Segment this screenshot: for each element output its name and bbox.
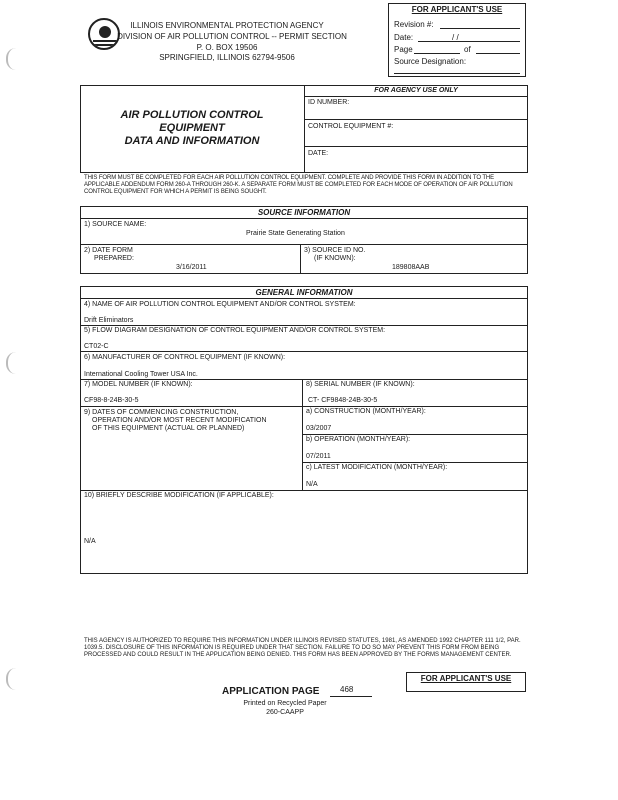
application-page-label: APPLICATION PAGE [222, 686, 320, 697]
page-label: Page [394, 45, 413, 54]
form-number: 260-CAAPP [266, 709, 304, 716]
source-id-label-2: (IF KNOWN): [314, 255, 356, 262]
serial-number-value: CT- CF9848-24B-30-5 [308, 397, 378, 404]
source-information-header: SOURCE INFORMATION [257, 208, 351, 217]
dates-label-line1: 9) DATES OF COMMENCING CONSTRUCTION, [84, 409, 239, 416]
of-label: of [464, 45, 471, 54]
applicant-use-title: FOR APPLICANT'S USE [411, 5, 503, 14]
control-equipment-label: CONTROL EQUIPMENT #: [308, 123, 394, 130]
form-title-line1: AIR POLLUTION CONTROL [120, 109, 264, 121]
agency-po-box: P. O. BOX 19506 [196, 43, 258, 52]
modification-description-label: 10) BRIEFLY DESCRIBE MODIFICATION (IF APPLICABLE): [84, 492, 274, 499]
model-number-label: 7) MODEL NUMBER (IF KNOWN): [84, 381, 193, 388]
authority-statement: THIS AGENCY IS AUTHORIZED TO REQUIRE THIS INFORMATION UNDER ILLINOIS REVISED STATUTES, 1981, AS AMENDED 1992 CHAPTER 111 1/2, PAR. 1039.5. DISCLOSURE OF THIS INFORMATION IS REQUIRED UNDER THAT SECTION. FAILURE TO DO SO MAY PREVENT THIS FORM FROM BEING PROCESSED AND COULD RESULT IN THE APPLICATION BEING DENIED. THIS FORM HAS BEEN APPROVED BY THE FORMS MANAGEMENT CENTER. [84, 638, 521, 658]
form-title-line2: EQUIPMENT [159, 122, 225, 134]
serial-number-label: 8) SERIAL NUMBER (IF KNOWN): [306, 381, 415, 388]
equipment-name-label: 4) NAME OF AIR POLLUTION CONTROL EQUIPMENT AND/OR CONTROL SYSTEM: [84, 301, 356, 308]
model-number-value: CF98-8-24B-30-5 [84, 397, 139, 404]
flow-diagram-label: 5) FLOW DIAGRAM DESIGNATION OF CONTROL EQUIPMENT AND/OR CONTROL SYSTEM: [84, 327, 386, 334]
source-name-value: Prairie State Generating Station [246, 230, 345, 237]
date-label: Date: [394, 33, 414, 42]
modification-description-value: N/A [84, 538, 96, 545]
date-prepared-label: 2) DATE FORM [84, 247, 133, 254]
instructions-text: THIS FORM MUST BE COMPLETED FOR EACH AIR POLLUTION CONTROL EQUIPMENT. COMPLETE AND PROVIDE THIS FORM IN ADDITION TO THE APPLICABLE ADDENDUM FORM 260-A THROUGH 260-K. A SEPARATE FORM MUST BE COMPLETED FOR EACH MODE OF OPERATION OF AIR POLLUTION CONTROL EQUIPMENT FOR WHICH A PERMIT IS BEING SOUGHT. [84, 175, 513, 195]
flow-diagram-value: CT02-C [84, 343, 109, 350]
form-title-line3: DATA AND INFORMATION [124, 135, 260, 147]
modification-date-label: c) LATEST MODIFICATION (MONTH/YEAR): [306, 464, 448, 471]
date-prepared-label-2: PREPARED: [94, 255, 134, 262]
construction-date-label: a) CONSTRUCTION (MONTH/YEAR): [306, 408, 426, 415]
date-slashes: / / [452, 33, 459, 42]
binder-hole [6, 668, 16, 690]
agency-division: DIVISION OF AIR POLLUTION CONTROL -- PERMIT SECTION [117, 32, 347, 41]
source-name-label: 1) SOURCE NAME: [84, 221, 147, 228]
agency-name: ILLINOIS ENVIRONMENTAL PROTECTION AGENCY [130, 21, 324, 30]
manufacturer-value: International Cooling Tower USA Inc. [84, 371, 198, 378]
manufacturer-label: 6) MANUFACTURER OF CONTROL EQUIPMENT (IF KNOWN): [84, 354, 286, 361]
modification-date-value: N/A [306, 481, 318, 488]
id-number-label: ID NUMBER: [308, 99, 350, 106]
agency-date-label: DATE: [308, 150, 329, 157]
equipment-name-value: Drift Eliminators [84, 317, 134, 324]
revision-label: Revision #: [394, 20, 434, 29]
footer-applicant-use-title: FOR APPLICANT'S USE [420, 674, 512, 683]
binder-hole [6, 48, 16, 70]
source-designation-label: Source Designation: [394, 57, 467, 66]
printed-on-recycled-paper: Printed on Recycled Paper [243, 700, 327, 707]
agency-use-title: FOR AGENCY USE ONLY [374, 87, 458, 94]
construction-date-value: 03/2007 [306, 425, 332, 432]
binder-hole [6, 352, 16, 374]
operation-date-label: b) OPERATION (MONTH/YEAR): [306, 436, 411, 443]
source-id-value: 189808AAB [392, 264, 430, 271]
dates-label-line3: OF THIS EQUIPMENT (ACTUAL OR PLANNED) [92, 425, 245, 432]
dates-label-line2: OPERATION AND/OR MOST RECENT MODIFICATION [92, 417, 267, 424]
agency-address: SPRINGFIELD, ILLINOIS 62794-9506 [159, 53, 295, 62]
date-prepared-value: 3/16/2011 [176, 264, 207, 271]
operation-date-value: 07/2011 [306, 453, 331, 460]
general-information-header: GENERAL INFORMATION [255, 288, 353, 297]
application-page-number: 468 [340, 685, 354, 694]
source-id-label: 3) SOURCE ID NO. [304, 247, 366, 254]
